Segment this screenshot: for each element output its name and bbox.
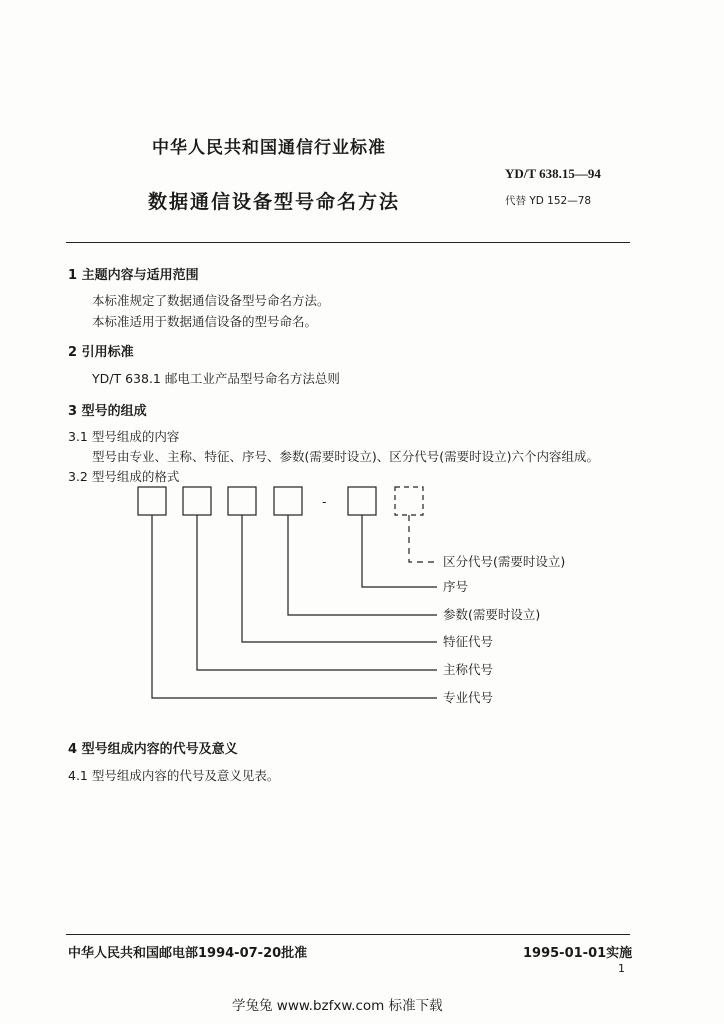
label-parameter: 参数(需要时设立): [443, 607, 541, 622]
approval-note: 中华人民共和国邮电部1994-07-20批准: [68, 946, 308, 961]
section-3-1-text: 型号由专业、主称、特征、序号、参数(需要时设立)、区分代号(需要时设立)六个内容组成。: [92, 449, 600, 464]
box-parameter: [274, 487, 302, 515]
referenced-standard: YD/T 638.1 邮电工业产品型号命名方法总则: [92, 371, 340, 386]
leader-serial-number: [362, 515, 437, 587]
page-number: 1: [618, 962, 625, 975]
label-main-name-code: 主称代号: [443, 662, 494, 677]
leader-distinguishing-code: [409, 515, 437, 562]
box-distinguishing-code: [395, 487, 423, 515]
label-feature-code: 特征代号: [443, 634, 494, 649]
format-dash: -: [322, 494, 327, 509]
section-3-heading: 3 型号的组成: [68, 404, 147, 419]
section-1-line-2: 本标准适用于数据通信设备的型号命名。: [92, 314, 318, 329]
section-4-1-text: 4.1 型号组成内容的代号及意义见表。: [68, 768, 280, 783]
document-title: 数据通信设备型号命名方法: [148, 191, 401, 213]
leader-feature-code: [242, 515, 437, 642]
section-2-heading: 2 引用标准: [68, 345, 134, 360]
watermark-text: 学兔兔 www.bzfxw.com 标准下载: [232, 998, 443, 1014]
box-feature-code: [228, 487, 256, 515]
label-specialty-code: 专业代号: [443, 690, 494, 705]
footer-rule: [66, 934, 630, 935]
box-serial-number: [348, 487, 376, 515]
leader-main-name-code: [197, 515, 437, 670]
label-distinguishing-code: 区分代号(需要时设立): [443, 554, 566, 569]
section-1-line-1: 本标准规定了数据通信设备型号命名方法。: [92, 293, 330, 308]
effective-date: 1995-01-01实施: [523, 946, 633, 961]
section-3-2-heading: 3.2 型号组成的格式: [68, 469, 180, 484]
box-main-name-code: [183, 487, 211, 515]
label-serial-number: 序号: [443, 579, 469, 594]
section-1-heading: 1 主题内容与适用范围: [68, 268, 199, 283]
replaces-note: 代替 YD 152—78: [505, 195, 592, 207]
box-specialty-code: [138, 487, 166, 515]
section-4-heading: 4 型号组成内容的代号及意义: [68, 742, 238, 757]
standard-code: YD/T 638.15—94: [505, 166, 601, 181]
standard-category-heading: 中华人民共和国通信行业标准: [152, 138, 386, 158]
section-3-1-heading: 3.1 型号组成的内容: [68, 429, 180, 444]
